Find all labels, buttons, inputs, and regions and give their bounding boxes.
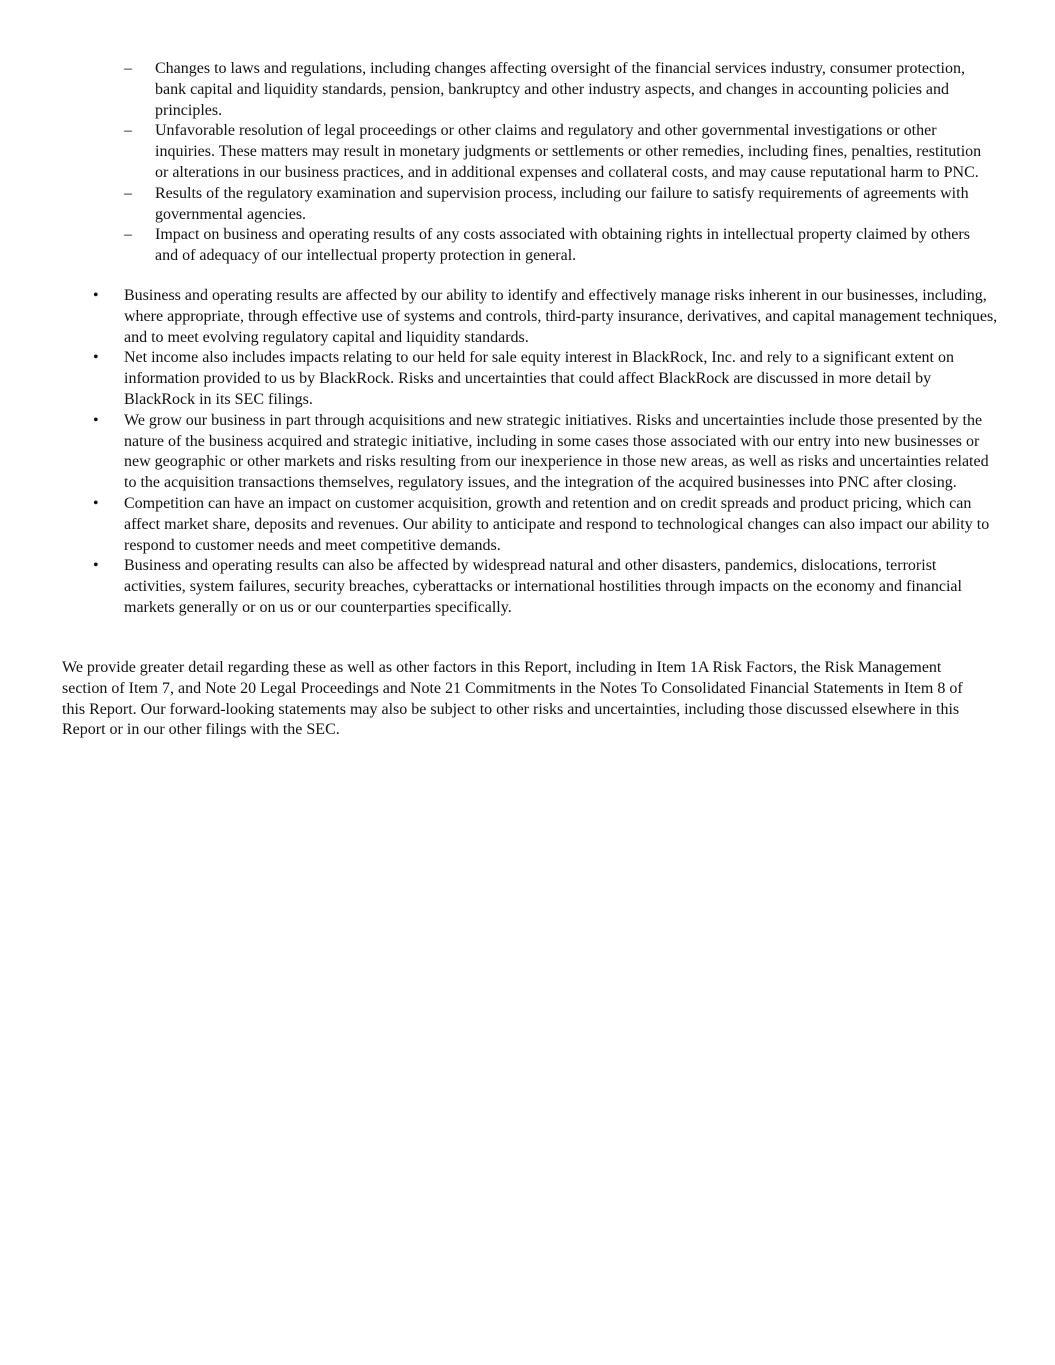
dash-item [124, 121, 994, 183]
bullet-list [93, 286, 998, 619]
bullet-item [93, 411, 998, 494]
dash-item-text: Unfavorable resolution of legal proceedings or other claims and regulatory and other governmental investigations or other inquiries. These matters may result in monetary judgments or settlements or other remedies, including fines, penalties, restitution or alterations in our business practices, and in additional expenses and collateral costs, and may cause reputational harm to PNC. [155, 122, 982, 181]
bullet-marker: • [93, 557, 99, 575]
dash-marker: – [124, 226, 132, 244]
dash-item-text: Impact on business and operating results of any costs associated with obtaining rights in intellectual property claimed by others and of adequacy of our intellectual property protection in general. [155, 226, 970, 265]
dash-item-text: Changes to laws and regulations, including changes affecting oversight of the financial services industry, consumer protection, bank capital and liquidity standards, pension, bankruptcy and other industry aspects, and changes in accounting policies and principles. [155, 60, 965, 119]
bullet-item-text: We grow our business in part through acquisitions and new strategic initiatives. Risks and uncertainties include those presented by the nature of the business acquired and strategic initiative, including in some cases those associated with our entry into new businesses or new geographic or other markets and risks resulting from our inexperience in those new areas, as well as risks and uncertainties related to the acquisition transactions themselves, regulatory issues, and the integration of the acquired businesses into PNC after closing. [124, 411, 989, 492]
dash-marker: – [124, 122, 132, 140]
bullet-item [93, 494, 998, 556]
dash-list [124, 59, 994, 267]
dash-item [124, 184, 994, 226]
bullet-item [93, 556, 998, 618]
dash-marker: – [124, 184, 132, 202]
dash-marker: – [124, 60, 132, 77]
dash-item [124, 59, 994, 121]
bullet-item [93, 348, 998, 410]
bullet-item-text: Business and operating results are affected by our ability to identify and effectively manage risks inherent in our businesses, including, where appropriate, through effective use of systems and controls, third-party insurance, derivatives, and capital management techniques, and to meet evolving regulatory capital and liquidity standards. [124, 287, 998, 346]
closing-paragraph: We provide greater detail regarding these as well as other factors in this Report, including in Item 1A Risk Factors, the Risk Management section of Item 7, and Note 20 Legal Proceedings and Note 21 Commitments in the Notes To Consolidated Financial Statements in Item 8 of this Report. Our forward-looking statements may also be subject to other risks and uncertainties, including those discussed elsewhere in this Report or in our other filings with the SEC. [62, 659, 963, 739]
bullet-marker: • [93, 494, 99, 512]
bullet-item-text: Competition can have an impact on customer acquisition, growth and retention and on credit spreads and product pricing, which can affect market share, deposits and revenues. Our ability to anticipate and respond to technological changes can also impact our ability to respond to customer needs and meet competitive demands. [124, 494, 990, 554]
dash-item-text: Results of the regulatory examination and supervision process, including our failure to satisfy requirements of agreements with governmental agencies. [155, 184, 969, 223]
bullet-marker: • [93, 411, 99, 429]
bullet-marker: • [93, 287, 99, 304]
bullet-item-text: Business and operating results can also be affected by widespread natural and other disasters, pandemics, dislocations, terrorist activities, system failures, security breaches, cyberattacks or international hostilities through impacts on the economy and financial markets generally or on us or our counterparties specifically. [124, 557, 962, 616]
bullet-item [93, 286, 998, 348]
bullet-item-text: Net income also includes impacts relating to our held for sale equity interest in BlackRock, Inc. and rely to a significant extent on information provided to us by BlackRock. Risks and uncertainties that could affect BlackRock are discussed in more detail by BlackRock in its SEC filings. [124, 349, 954, 408]
dash-item [124, 225, 994, 267]
bullet-marker: • [93, 349, 99, 367]
